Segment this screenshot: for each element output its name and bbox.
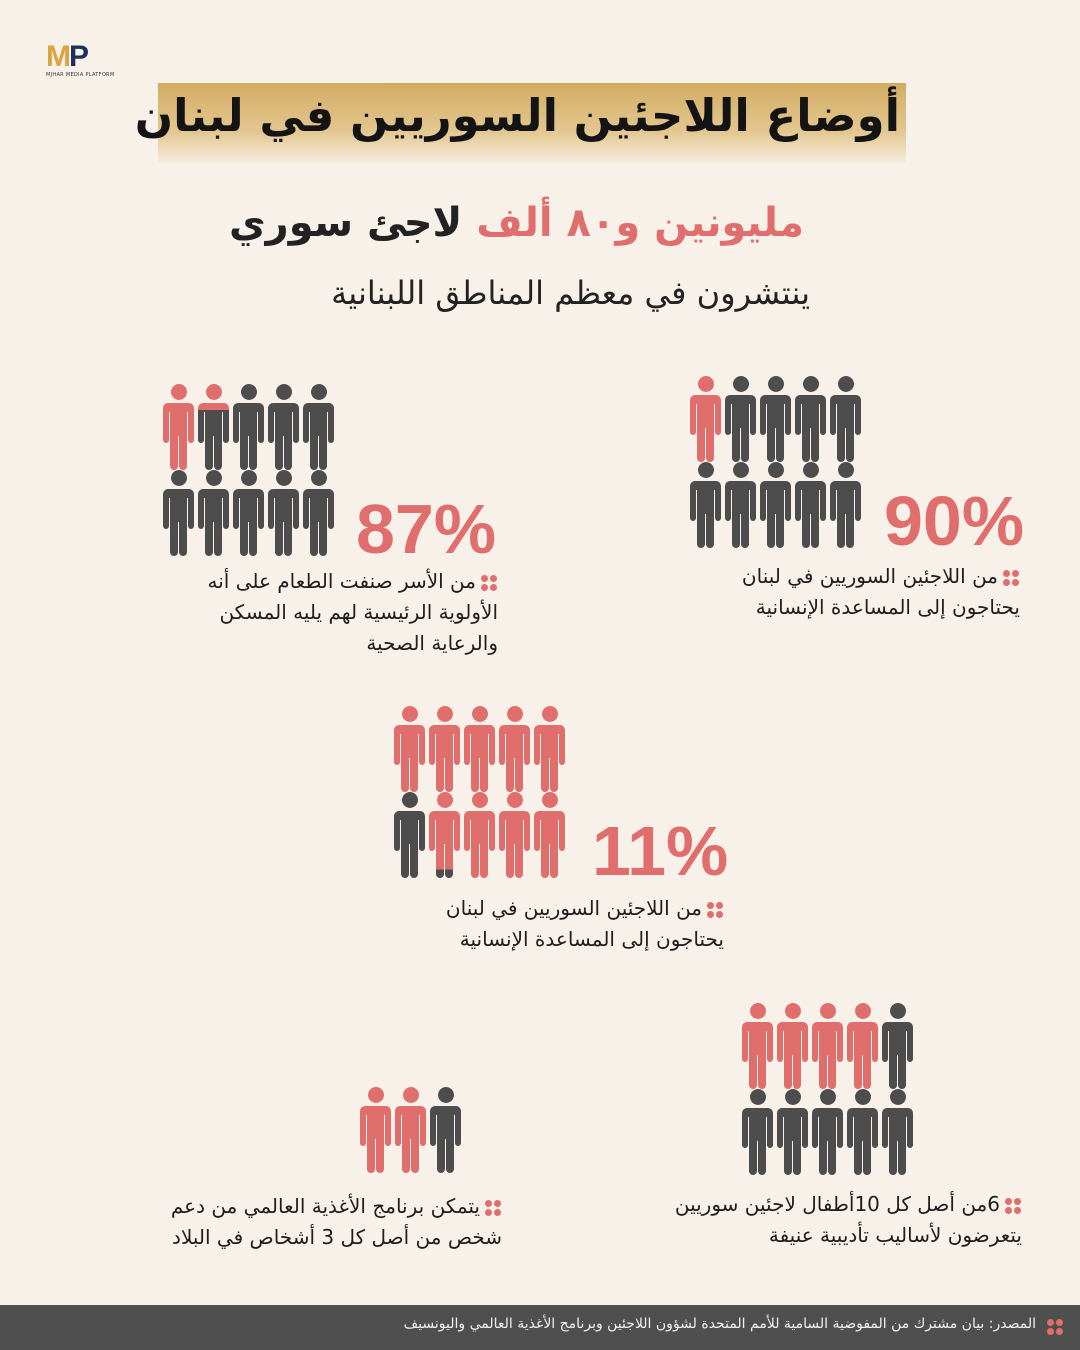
person-icon — [163, 470, 194, 556]
stat-90-line-1: من اللاجئين السوريين في لبنان — [741, 564, 998, 588]
stat-11-line-2: يحتاجون إلى المساعدة الإنسانية — [459, 927, 724, 951]
person-icon — [812, 1003, 843, 1089]
people-grid-6-of-10 — [742, 1003, 922, 1173]
stat-description-children — [582, 1189, 1022, 1251]
stat-87-line-2: الأولوية الرئيسية لهم يليه المسكن — [219, 600, 498, 624]
person-icon — [464, 706, 495, 792]
person-icon — [795, 376, 826, 462]
person-icon — [394, 706, 425, 792]
person-icon — [690, 462, 721, 548]
person-icon — [499, 792, 530, 878]
person-icon — [395, 1087, 426, 1173]
stat-percent-87: 87% — [356, 490, 497, 568]
person-icon — [812, 1089, 843, 1175]
logo-letter-p: P — [69, 40, 88, 73]
person-icon — [499, 706, 530, 792]
person-icon — [830, 376, 861, 462]
person-icon — [429, 706, 460, 792]
person-icon — [303, 384, 334, 470]
person-icon — [429, 792, 460, 878]
person-icon — [233, 470, 264, 556]
person-icon — [268, 470, 299, 556]
person-icon — [777, 1003, 808, 1089]
stat-description-11 — [304, 893, 724, 955]
person-icon — [760, 462, 791, 548]
people-grid-87-percent — [163, 384, 343, 554]
title-banner — [134, 83, 906, 163]
stat-description-wfp — [62, 1191, 502, 1253]
person-icon — [534, 792, 565, 878]
person-icon — [360, 1087, 391, 1173]
person-icon — [268, 384, 299, 470]
person-icon — [882, 1003, 913, 1089]
stat-90-line-2: يحتاجون إلى المساعدة الإنسانية — [755, 595, 1020, 619]
stat-11-line-1: من اللاجئين السوريين في لبنان — [445, 896, 702, 920]
stat-children-line-1: 6من أصل كل 10أطفال لاجئين سوريين — [674, 1192, 1000, 1216]
stat-wfp-line-1: يتمكن برنامج الأغذية العالمي من دعم — [170, 1194, 480, 1218]
headline-highlight: مليونين و٨٠ ألف — [476, 200, 804, 246]
logo-letter-m: M — [46, 40, 69, 73]
footer-text: بيان مشترك من المفوضية السامية للأمم المتحدة لشؤون اللاجئين وبرنامج الأغذية العالمي واليونسيف — [403, 1316, 989, 1332]
bullet-icon — [480, 574, 498, 592]
person-icon — [233, 384, 264, 470]
stat-87-line-1: من الأسر صنفت الطعام على أنه — [207, 569, 476, 593]
person-icon — [198, 470, 229, 556]
person-icon — [163, 384, 194, 470]
brand-logo — [46, 42, 116, 84]
stat-children-line-2: يتعرضون لأساليب تأديبية عنيفة — [768, 1223, 1022, 1247]
subheadline: ينتشرون في معظم المناطق اللبنانية — [331, 274, 810, 312]
person-icon — [742, 1089, 773, 1175]
stat-percent-90: 90% — [884, 482, 1025, 560]
footer-bullet-icon — [1046, 1318, 1064, 1336]
people-grid-90-percent — [690, 376, 870, 546]
person-icon — [198, 384, 229, 470]
people-grid-11-percent — [394, 706, 574, 876]
person-icon — [882, 1089, 913, 1175]
logo-subtitle: MJHAR MEDIA PLATFORM — [46, 72, 115, 78]
person-icon — [777, 1089, 808, 1175]
person-icon — [725, 376, 756, 462]
person-icon — [725, 462, 756, 548]
bullet-icon — [706, 901, 724, 919]
person-icon — [847, 1089, 878, 1175]
person-icon — [303, 470, 334, 556]
person-icon — [795, 462, 826, 548]
bullet-icon — [484, 1199, 502, 1217]
person-icon — [464, 792, 495, 878]
stat-87-line-3: والرعاية الصحية — [366, 631, 498, 655]
footer-source-text — [404, 1316, 1036, 1332]
person-icon — [394, 792, 425, 878]
person-icon — [830, 462, 861, 548]
bullet-icon — [1004, 1197, 1022, 1215]
stat-percent-11: 11% — [592, 812, 729, 890]
person-icon — [534, 706, 565, 792]
stat-description-87 — [78, 566, 498, 659]
person-icon — [430, 1087, 461, 1173]
headline-rest: لاجئ سوري — [229, 200, 477, 246]
bullet-icon — [1002, 569, 1020, 587]
footer-label: المصدر: — [988, 1316, 1036, 1332]
page-title: أوضاع اللاجئين السوريين في لبنان — [134, 89, 900, 142]
headline — [229, 200, 804, 246]
person-icon — [742, 1003, 773, 1089]
source-footer — [0, 1305, 1080, 1350]
people-grid-1-of-3 — [360, 1087, 470, 1177]
person-icon — [690, 376, 721, 462]
person-icon — [847, 1003, 878, 1089]
stat-wfp-line-2: شخص من أصل كل 3 أشخاص في البلاد — [172, 1225, 502, 1249]
stat-description-90 — [600, 561, 1020, 623]
person-icon — [760, 376, 791, 462]
